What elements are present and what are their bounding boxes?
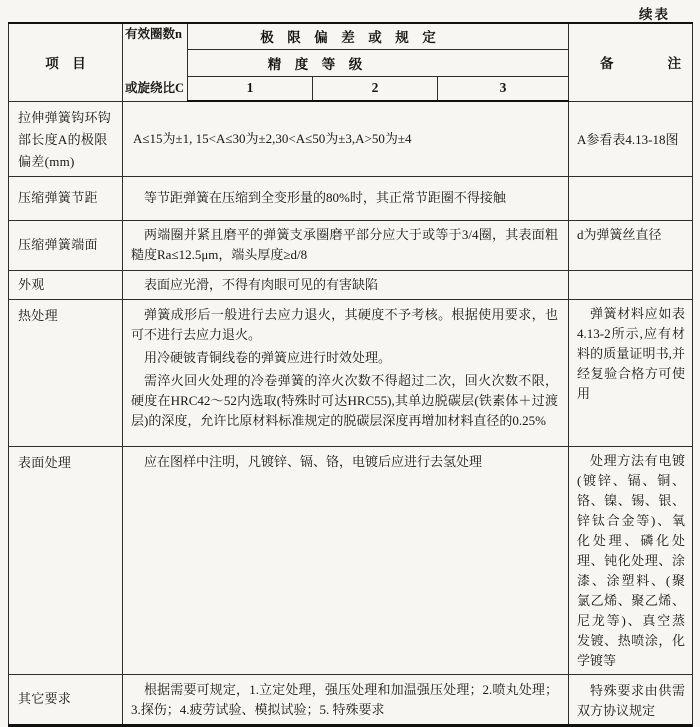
content-cell <box>123 176 569 220</box>
content-paragraph: 表面应光滑，不得有肉眼可见的有害缺陷 <box>144 276 379 292</box>
header-item-column: 项 目 <box>9 23 123 101</box>
remark-cell <box>569 270 693 299</box>
item-cell: 表面处理 <box>9 446 123 674</box>
content-paragraph: 根据需要可规定，1.立定处理，强压处理和加温强压处理；2.喷丸处理；3.探伤；4.疲劳试验、模拟试验；5. 特殊要求 <box>131 681 559 717</box>
content-cell <box>123 270 569 299</box>
table-row <box>9 446 693 674</box>
header-remark-column: 备 注 <box>569 23 693 101</box>
header-grade-3: 3 <box>438 76 569 101</box>
content-paragraph: 弹簧成形后一般进行去应力退火，其硬度不予考核。根据使用要求，也可不进行去应力退火。 <box>131 306 559 342</box>
continued-table-label: 续表 <box>639 7 670 22</box>
item-cell: 拉伸弹簧钩环钩部长度A的极限偏差(mm) <box>9 101 123 176</box>
content-cell <box>123 299 569 446</box>
table-row <box>9 270 693 299</box>
remark-cell: 处理方法有电镀(镀锌、镉、铜、铬、镍、锡、银、锌钛合金等)、氧化处理、磷化处理、钝化处理、涂漆、涂塑料、(聚氯乙烯、聚乙烯、尼龙等)、真空蒸发镀、热喷涂，化学镀等 <box>569 446 693 674</box>
table-row <box>9 101 693 176</box>
remark-cell: d为弹簧丝直径 <box>569 220 693 270</box>
spring-spec-table <box>8 22 693 727</box>
remark-cell: 弹簧材料应如表4.13-2所示,应有材料的质量证明书,并经复验合格方可使用 <box>569 299 693 446</box>
remark-cell: 特殊要求由供需双方协议规定 <box>569 674 693 725</box>
table-header <box>9 23 693 101</box>
header-coils-line2: 或旋绕比C <box>125 80 185 95</box>
remark-cell <box>569 176 693 220</box>
header-limit-deviation: 极 限 偏 差 或 规 定 <box>188 23 569 49</box>
item-cell: 压缩弹簧节距 <box>9 176 123 220</box>
content-cell <box>123 674 569 725</box>
table-body <box>9 101 693 725</box>
content-paragraph: 应在图样中注明，凡镀锌、镉、铬，电镀后应进行去氢处理 <box>144 453 483 469</box>
header-grade-2: 2 <box>313 76 438 101</box>
content-cell <box>123 220 569 270</box>
header-coils-column <box>123 23 188 101</box>
table-row <box>9 220 693 270</box>
header-coils-line1: 有效圈数n <box>125 27 182 42</box>
content-paragraph: A≤15为±1, 15<A≤30为±2,30<A≤50为±3,A>50为±4 <box>133 130 412 146</box>
item-cell: 压缩弹簧端面 <box>9 220 123 270</box>
content-paragraph: 等节距弹簧在压缩到全变形量的80%时，其正常节距圈不得接触 <box>144 190 506 205</box>
header-grade-1: 1 <box>188 76 313 101</box>
item-cell: 热处理 <box>9 299 123 446</box>
content-cell <box>123 446 569 674</box>
table-row <box>9 299 693 446</box>
content-paragraph: 两端圈并紧且磨平的弹簧支承圈磨平部分应大于或等于3/4圈，其表面粗糙度Ra≤12.5μm，端头厚度≥d/8 <box>131 227 559 262</box>
header-row-1 <box>9 23 693 49</box>
content-paragraph: 用冷硬铍青铜线卷的弹簧应进行时效处理。 <box>144 349 392 365</box>
table-row <box>9 176 693 220</box>
remark-cell: A参看表4.13-18图 <box>569 101 693 176</box>
item-cell: 其它要求 <box>9 674 123 725</box>
table-row <box>9 674 693 725</box>
content-paragraph: 需淬火回火处理的冷卷弹簧的淬火次数不得超过二次，回火次数不限，硬度在HRC42～52内选取(特殊时可达HRC55),其单边脱碳层(铁素体＋过渡层)的深度，允许比原材料标准规定的脱碳层深度再增加材料直径的0.25% <box>131 372 559 428</box>
item-cell: 外观 <box>9 270 123 299</box>
header-precision-grade: 精 度 等 级 <box>188 49 569 76</box>
content-cell <box>123 101 569 176</box>
